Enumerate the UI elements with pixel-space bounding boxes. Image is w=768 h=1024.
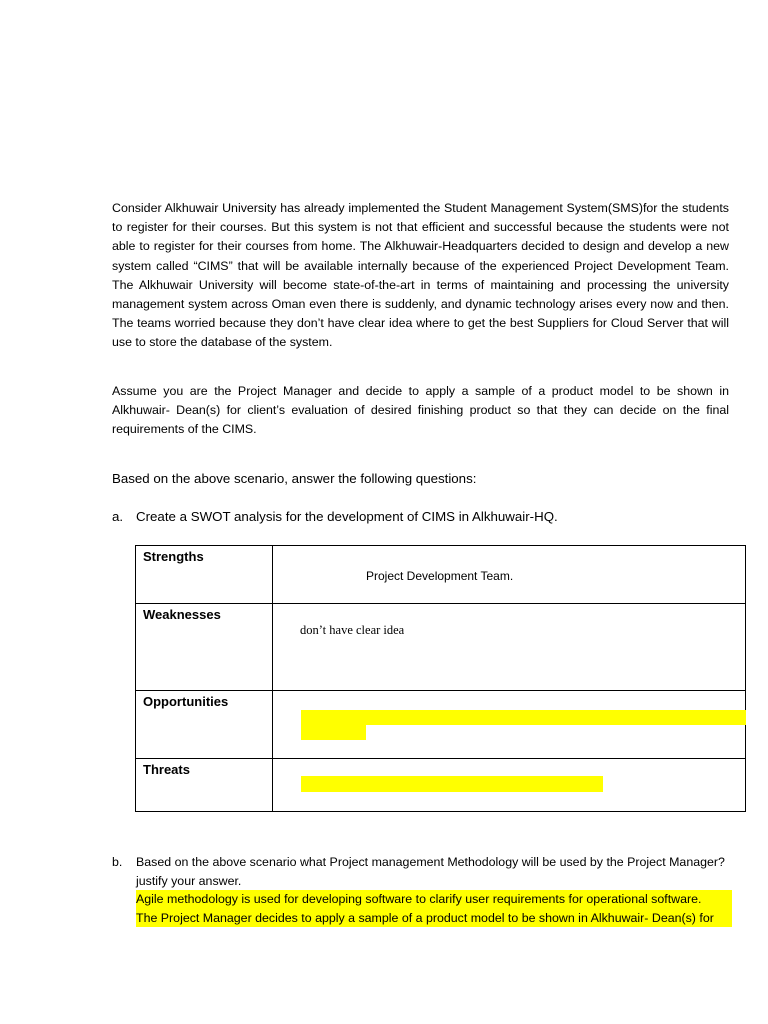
weaknesses-label: Weaknesses	[136, 604, 273, 691]
swot-table	[135, 545, 746, 812]
weaknesses-value: don’t have clear idea	[300, 623, 405, 637]
question-b-text: Based on the above scenario what Project management Methodology will be used by the Project Manager? justify your answer.	[136, 855, 725, 888]
answer-b-line-1: Agile methodology is used for developing software to clarify user requirements for operational software.	[136, 890, 732, 909]
threats-highlight	[301, 776, 603, 792]
opportunities-cell	[273, 691, 746, 759]
questions-lead-in: Based on the above scenario, answer the following questions:	[112, 471, 477, 486]
strengths-label: Strengths	[136, 546, 273, 604]
weaknesses-cell	[273, 604, 746, 691]
strengths-cell	[273, 546, 746, 604]
question-a-text: Create a SWOT analysis for the development of CIMS in Alkhuwair-HQ.	[136, 509, 558, 524]
question-b-letter: b.	[112, 855, 123, 869]
question-b	[112, 853, 732, 927]
question-a	[112, 509, 558, 524]
swot-row-strengths	[136, 546, 746, 604]
threats-label: Threats	[136, 759, 273, 812]
answer-b-line-2: The Project Manager decides to apply a sample of a product model to be shown in Alkhuwair- Dean(s) for	[136, 909, 732, 928]
swot-row-opportunities	[136, 691, 746, 759]
scenario-paragraph-1: Consider Alkhuwair University has already implemented the Student Management System(SMS)for the students to register for their courses. But this system is not that efficient and successful because the students were not able to register for their courses from home. The Alkhuwair-Headquarters decided to design and develop a new system called “CIMS” that will be available internally because of the experienced Project Development Team. The Alkhuwair University will become state-of-the-art in terms of maintaining and processing the university management system across Oman even there is suddenly, and dynamic technology arises every now and then. The teams worried because they don’t have clear idea where to get the best Suppliers for Cloud Server that will use to store the database of the system.	[112, 201, 729, 350]
opportunities-highlight-line-2	[301, 725, 366, 740]
opportunities-label: Opportunities	[136, 691, 273, 759]
opportunities-highlight-line-1	[301, 710, 746, 725]
swot-row-weaknesses	[136, 604, 746, 691]
swot-row-threats	[136, 759, 746, 812]
scenario-paragraph-2: Assume you are the Project Manager and decide to apply a sample of a product model to be shown in Alkhuwair- Dean(s) for client’s evaluation of desired finishing product so that they can decide on the final requirements of the CIMS.	[112, 384, 729, 437]
threats-cell	[273, 759, 746, 812]
strengths-value: Project Development Team.	[366, 569, 514, 583]
question-a-letter: a.	[112, 509, 124, 524]
